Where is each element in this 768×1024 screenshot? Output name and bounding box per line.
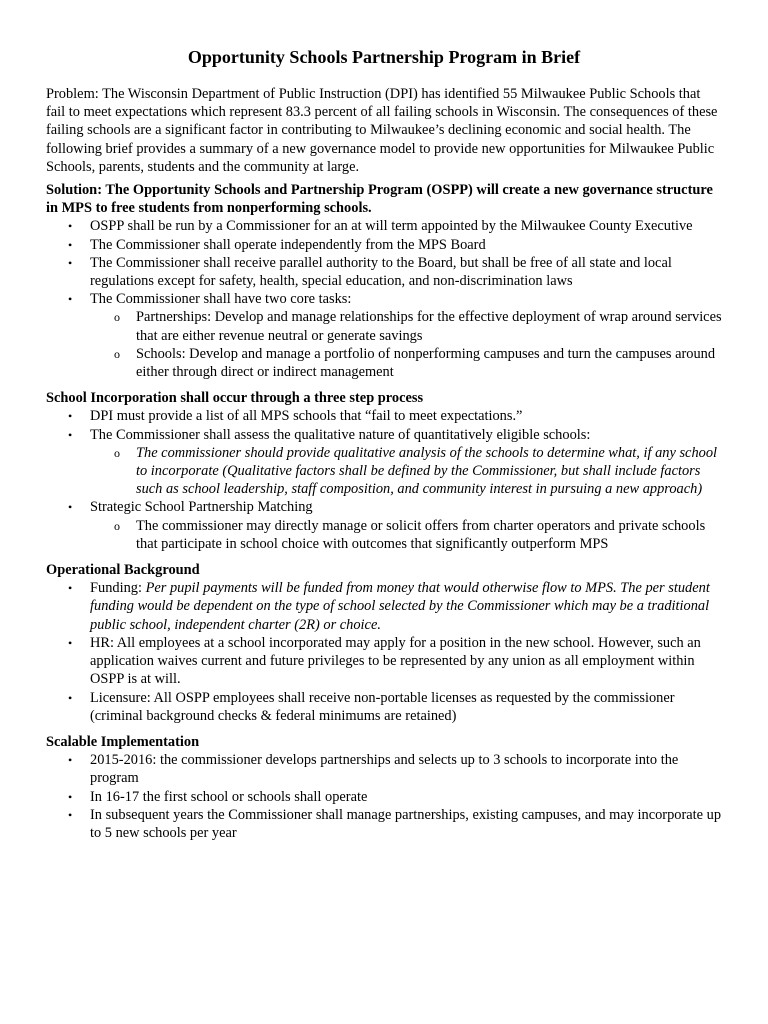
list-item-text: 2015-2016: the commissioner develops partnerships and selects up to 3 schools to incorporate into the program <box>90 752 679 787</box>
sub-bullet-icon: o <box>114 346 120 361</box>
funding-label: Funding: <box>90 580 146 597</box>
list-item-text: DPI must provide a list of all MPS schools that “fail to meet expectations.” <box>90 408 523 425</box>
sub-list-item <box>90 308 722 344</box>
bullet-icon: • <box>68 255 73 270</box>
list-item-text: HR: All employees at a school incorporated may apply for a position in the new school. However, such an application waives current and future privileges to be represented by any union as all employment within OSPP is at will. <box>90 634 701 688</box>
sub-list-item <box>90 345 722 381</box>
list-item-text: The Commissioner shall assess the qualitative nature of quantitatively eligible schools: <box>90 426 591 443</box>
list-item-text: Licensure: All OSPP employees shall receive non-portable licenses as requested by the commissioner (criminal background checks & federal minimums are retained) <box>90 689 675 724</box>
list-item-text: In subsequent years the Commissioner shall manage partnerships, existing campuses, and may incorporate up to 5 new schools per year <box>90 806 722 841</box>
solution-heading: Solution: The Opportunity Schools and Partnership Program (OSPP) will create a new governance structure in MPS to free students from nonperforming schools. <box>46 182 713 217</box>
list-item-text: In 16-17 the first school or schools shall operate <box>90 788 368 805</box>
bullet-icon: • <box>68 789 73 804</box>
sub-list-item-text: Schools: Develop and manage a portfolio of nonperforming campuses and turn the campuses around either through direct or indirect management <box>136 345 716 381</box>
list-item <box>46 498 722 553</box>
bullet-icon: • <box>68 219 73 234</box>
solution-section <box>46 181 722 381</box>
bullet-icon: • <box>68 690 73 705</box>
sub-list-item-text: Partnerships: Develop and manage relationships for the effective deployment of wrap around services that are either revenue neutral or generate savings <box>136 309 722 344</box>
list-item <box>46 689 722 725</box>
list-item <box>46 806 722 842</box>
incorporation-section <box>46 389 722 553</box>
list-item-text: The Commissioner shall operate independently from the MPS Board <box>90 236 486 253</box>
sub-bullet-icon: o <box>114 310 120 325</box>
sub-list-item-text: The commissioner should provide qualitative analysis of the schools to determine what, if any school to incorporate (Qualitative factors shall be defined by the Commissioner, but shall include factors such as school leadership, staff composition, and community interest in pursuing a new approach) <box>136 444 718 498</box>
bullet-icon: • <box>68 427 73 442</box>
bullet-icon: • <box>68 753 73 768</box>
problem-paragraph: Problem: The Wisconsin Department of Public Instruction (DPI) has identified 55 Milwaukee Public Schools that fail to meet expectations which represent 83.3 percent of all failing schools in Wisconsin. The consequences of these failing schools are a significant factor in contributing to Milwaukee’s declining economic and social health. The following brief provides a summary of a new governance model to provide new opportunities for Milwaukee Public Schools, parents, students and the community at large. <box>46 86 718 175</box>
list-item <box>46 579 722 634</box>
sub-list-item <box>90 517 722 553</box>
list-item <box>46 788 722 806</box>
incorporation-heading: School Incorporation shall occur through a three step process <box>46 390 424 407</box>
matching-sub-list <box>90 517 722 553</box>
solution-list <box>46 217 722 381</box>
list-item <box>46 426 722 499</box>
list-item <box>46 634 722 689</box>
page-title: Opportunity Schools Partnership Program in Brief <box>187 47 581 67</box>
bullet-icon: • <box>68 635 73 650</box>
core-tasks-list <box>90 308 722 381</box>
funding-text: Per pupil payments will be funded from money that would otherwise flow to MPS. The per student funding would be dependent on the type of school selected by the Commissioner which may be a traditional public school, independent charter (2R) or choice. <box>90 580 710 633</box>
list-item <box>46 290 722 381</box>
bullet-icon: • <box>68 807 73 822</box>
operational-section <box>46 561 722 725</box>
bullet-icon: • <box>68 500 73 515</box>
list-item-text: The Commissioner shall have two core tasks: <box>90 291 352 308</box>
sub-list-item <box>90 444 722 499</box>
assessment-sub-list <box>90 444 722 499</box>
list-item-text: Strategic School Partnership Matching <box>90 499 313 516</box>
sub-bullet-icon: o <box>114 445 120 460</box>
scalable-section <box>46 733 722 842</box>
operational-heading: Operational Background <box>46 562 200 579</box>
bullet-icon: • <box>68 581 73 596</box>
sub-list-item-text: The commissioner may directly manage or solicit offers from charter operators and private schools that participate in school choice with outcomes that significantly outperform MPS <box>136 517 706 552</box>
scalable-heading: Scalable Implementation <box>46 733 200 750</box>
list-item <box>46 254 722 290</box>
operational-list <box>46 579 722 725</box>
list-item-text: OSPP shall be run by a Commissioner for an at will term appointed by the Milwaukee County Executive <box>90 218 693 235</box>
bullet-icon: • <box>68 292 73 307</box>
list-item <box>46 751 722 787</box>
list-item <box>46 217 722 235</box>
bullet-icon: • <box>68 237 73 252</box>
scalable-list <box>46 751 722 842</box>
list-item-text: The Commissioner shall receive parallel authority to the Board, but shall be free of all state and local regulations except for safety, health, special education, and non-discrimination laws <box>90 254 672 290</box>
bullet-icon: • <box>68 409 73 424</box>
list-item <box>46 407 722 425</box>
incorporation-list <box>46 407 722 553</box>
sub-bullet-icon: o <box>114 518 120 533</box>
list-item <box>46 236 722 254</box>
